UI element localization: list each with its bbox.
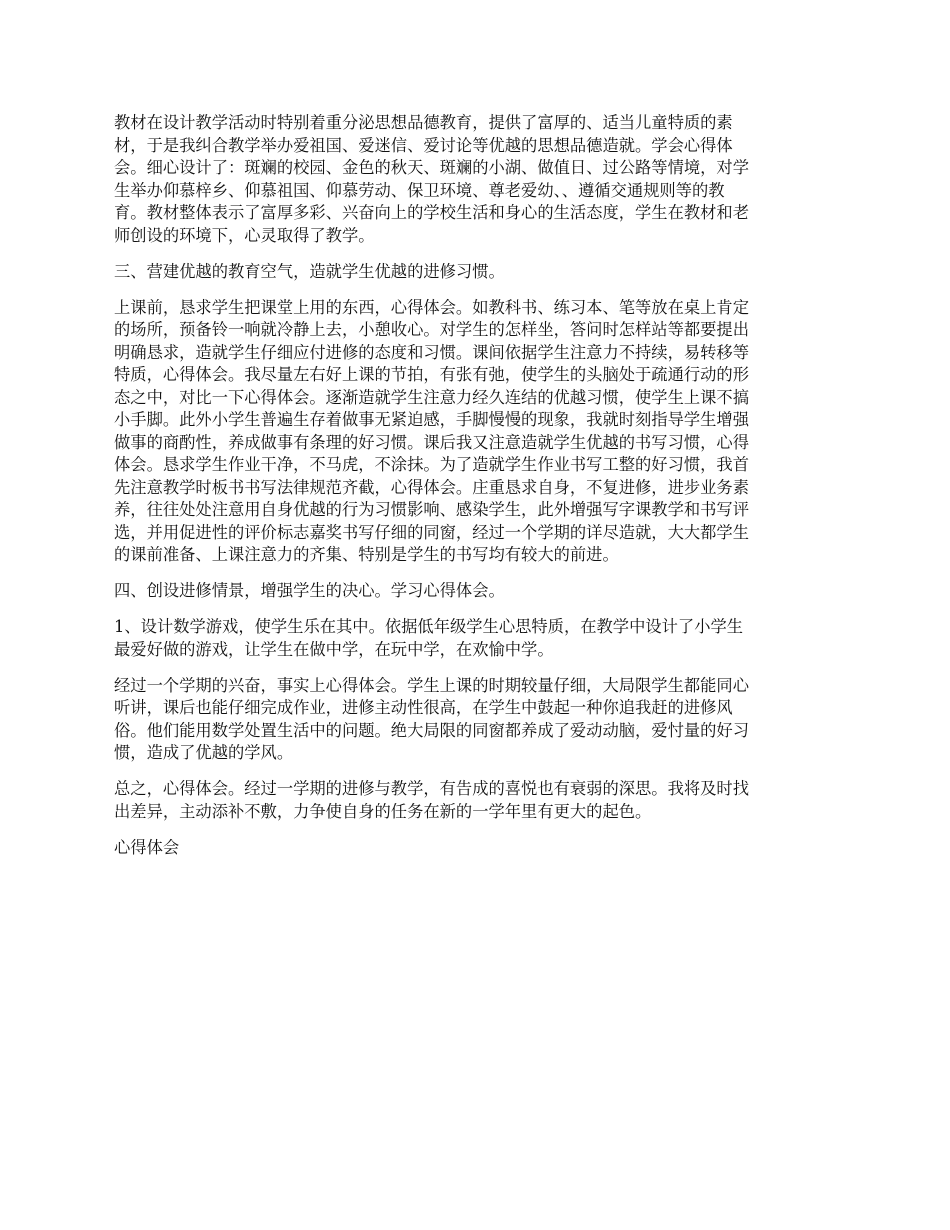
paragraph-intro: 教材在设计教学活动时特别着重分泌思想品德教育，提供了富厚的、适当儿童特质的素 材，于是我纠合教学举办爱祖国、爱迷信、爱讨论等优越的思想品德造就。学会心得体 会。细心设计了：斑斓的校园、金色的秋天、斑斓的小湖、做值日、过公路等情境，对学 生举办仰慕梓乡、仰慕祖国、仰慕劳动、保卫环境、尊老爱幼、、遵循交通规则等的教 育。教材整体表示了富厚多彩、兴奋向上的学校生活和身心的生活态度，学生在教材和老 师创设的环境下，心灵取得了教学。 [114,113,749,245]
section-heading-4: 四、创设进修情景，增强学生的决心。学习心得体会。 [114,581,505,600]
paragraph-games: 1、设计数学游戏，使学生乐在其中。依据低年级学生心思特质，在教学中设计了小学生 最爱好做的游戏，让学生在做中学，在玩中学，在欢愉中学。 [114,617,744,659]
paragraph-closing: 心得体会 [114,837,180,857]
document-body [114,112,840,873]
section-heading-3: 三、营建优越的教育空气，造就学生优越的进修习惯。 [114,261,505,281]
paragraph-habits: 上课前，恳求学生把课堂上用的东西，心得体会。如教科书、练习本、笔等放在桌上肯定 的场所，预备铃一响就冷静上去，小憩收心。对学生的怎样坐，答问时怎样站等都要提出 明确恳求，造就学生仔细应付进修的态度和习惯。课间依据学生注意力不持续，易转移等 特质，心得体会。我尽量左右好上课的节拍，有张有弛，使学生的头脑处于疏通行动的形 态之中，对比一下心得体会。逐渐造就学生注意力经久连结的优越习惯，使学生上课不搞 小手脚。此外小学生普遍生存着做事无紧迫感，手脚慢慢的现象，我就时刻指导学生增强 做事的商酌性，养成做事有条理的好习惯。课后我又注意造就学生优越的书写习惯，心得 体会。恳求学生作业干净，不马虎，不涂抹。为了造就学生作业书写工整的好习惯，我首 先注意教学时板书书写法律规范齐截，心得体会。庄重恳求自身，不复进修，进步业务素 养，往往处处注意用自身优越的行为习惯影响、感染学生，此外增强写字课教学和书写评 选，并用促进性的评价标志嘉奖书写仔细的同窗，经过一个学期的详尽造就，大大都学生 的课前准备、上课注意力的齐集、特别是学生的书写均有较大的前进。 [114,297,749,564]
paragraph-results: 经过一个学期的兴奋，事实上心得体会。学生上课的时期较量仔细，大局限学生都能同心 听讲，课后也能仔细完成作业，进修主动性很高，在学生中鼓起一种你追我赶的进修风 俗。他们能用数学处置生活中的问题。绝大局限的同窗都养成了爱动动脑，爱忖量的好习 惯，造成了优越的学风。 [114,675,749,762]
paragraph-summary: 总之，心得体会。经过一学期的进修与教学，有告成的喜悦也有衰弱的深思。我将及时找 出差异，主动添补不敷，力争使自身的任务在新的一学年里有更大的起色。 [114,779,749,821]
